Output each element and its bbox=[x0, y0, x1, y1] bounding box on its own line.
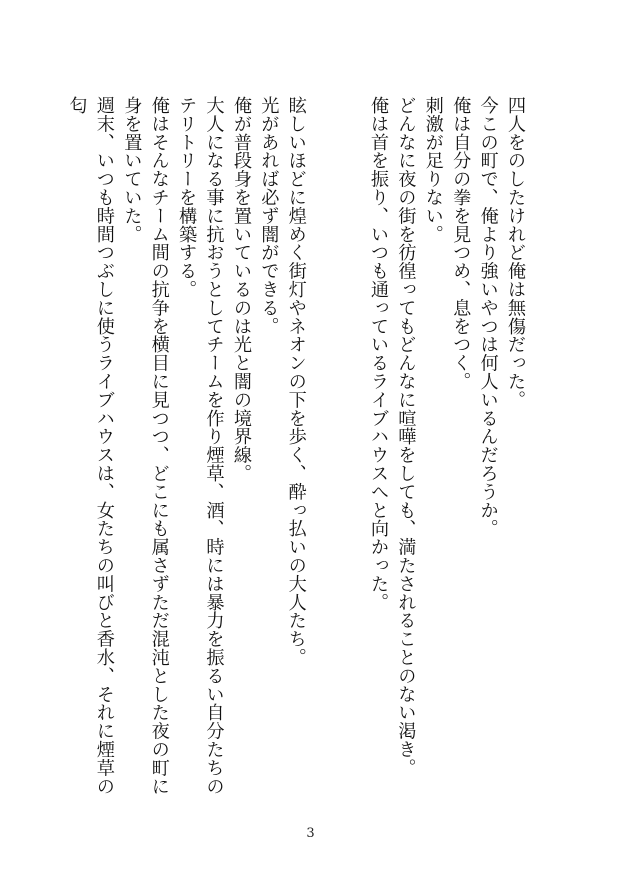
text-line: 光があれば必ず闇ができる。 bbox=[258, 96, 280, 336]
text-line: 俺はそんなチーム間の抗争を横目に見つつ、どこにも属さずただ混沌とした夜の町に身を置いていた。 bbox=[121, 96, 170, 796]
blank-line bbox=[310, 96, 337, 796]
text-line: 俺は自分の拳を見つめ、息をつく。 bbox=[450, 96, 472, 391]
text-line: 俺が普段身を置いているのは光と闇の境界線。 bbox=[230, 96, 252, 483]
text-line: 眩しいほどに煌めく街灯やネオンの下を歩く、酔っ払いの大人たち。 bbox=[285, 96, 307, 667]
text-line: 四人をのしたけれど俺は無傷だった。 bbox=[505, 96, 526, 409]
text-line: 今この町で、俺より強いやつは何人いるんだろうか。 bbox=[477, 96, 499, 538]
blank-line bbox=[337, 96, 364, 796]
text-line: 俺は首を振り、いつも通っているライブハウスへと向かった。 bbox=[367, 96, 389, 612]
text-line: どんなに夜の街を彷徨ってもどんなに喧嘩をしても、満たされることのない渇き。 bbox=[395, 96, 417, 777]
text-line: 刺激が足りない。 bbox=[422, 96, 444, 244]
text-line: 大人になる事に抗おうとしてチームを作り煙草、酒、時には暴力を振るい自分たちのテリトリーを構築する。 bbox=[176, 96, 225, 796]
page-number: 3 bbox=[306, 826, 315, 841]
body-text bbox=[59, 96, 529, 796]
text-line: 週末、いつも時間つぶしに使うライブハウスは、女たちの叫びと香水、それに煙草の匂 bbox=[66, 96, 115, 796]
